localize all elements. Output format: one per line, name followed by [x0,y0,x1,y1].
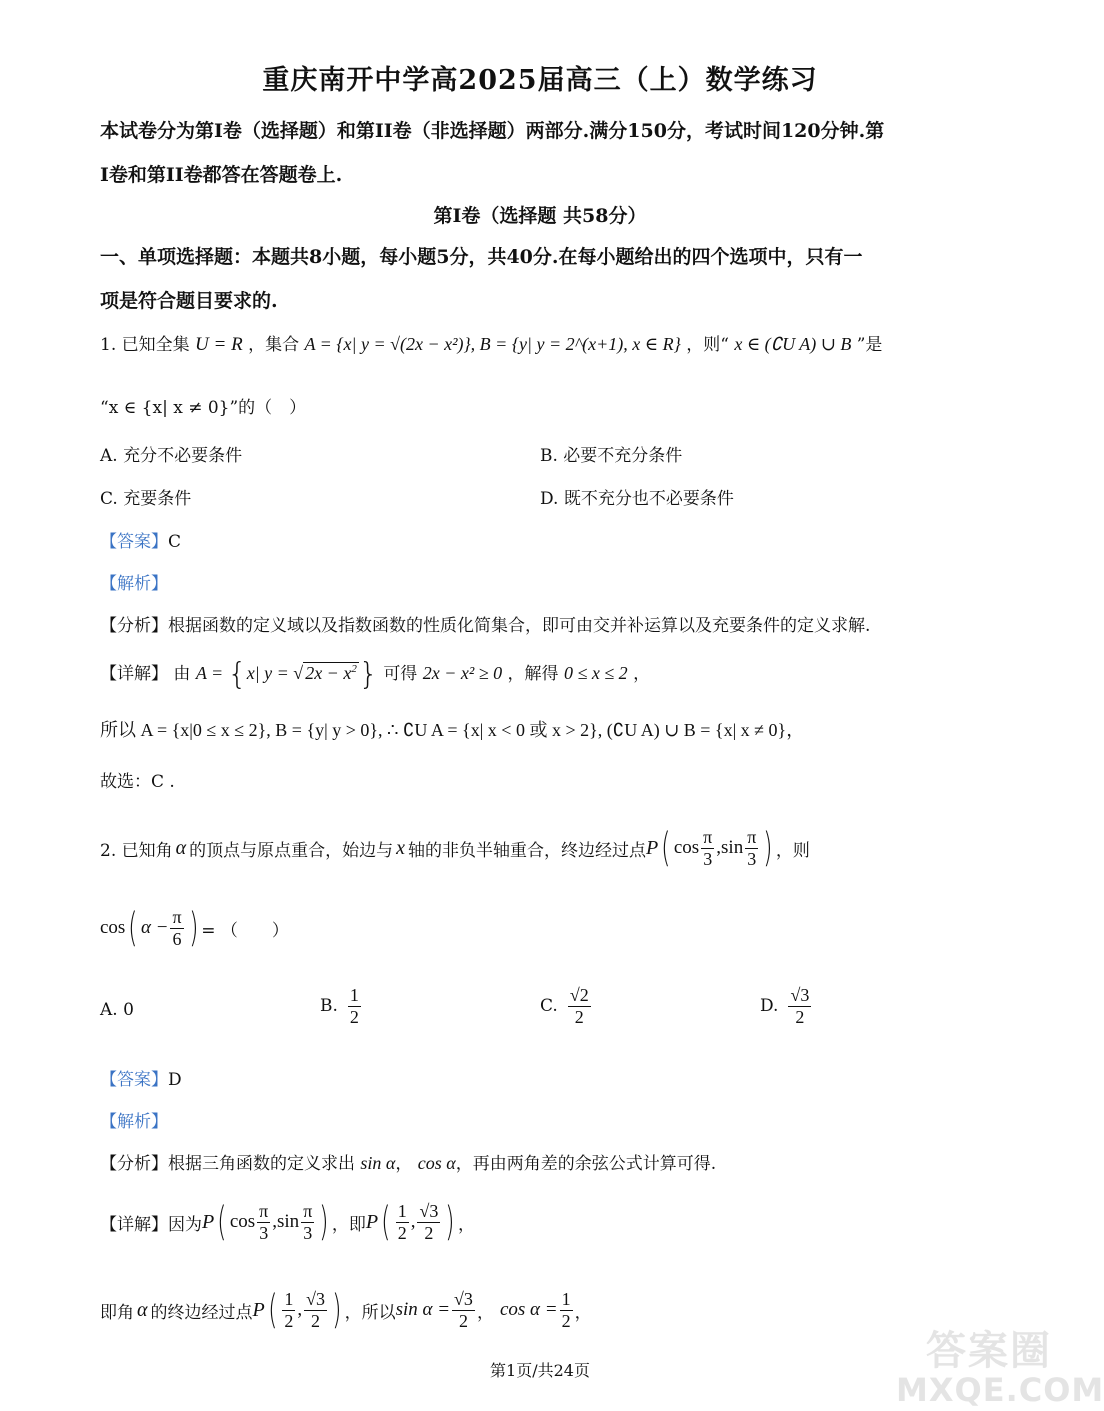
q2-detail-2c: ，所以 [344,1302,396,1323]
q1-fenxi [100,611,870,636]
q2-detail-2: 即角 α 的终边经过点 P ( $\frac{1}{2}$ , $\frac{√3}{2}$ ) ，所以 sin α = $\frac{√3}{2}$ ， cos α = $\frac{1}{2}$ ， [100,1287,592,1333]
q2-detail-1c: ， [457,1214,475,1235]
q2-fenxi-b: ，再由两角差的余弦公式计算可得. [455,1154,717,1174]
q2-detail2-half-den: 2 [284,1310,294,1331]
q1-is: ”是 [856,335,883,355]
q2-fenxi-comma: ， [395,1154,413,1174]
q2-option-c-label: C. [540,996,558,1017]
q2-detail-2b: 的终边经过点 [150,1302,253,1323]
q2-detail-half-den: 2 [397,1222,407,1243]
q2-pi-1: π [703,826,713,847]
q2-fenxi-cos: cos α [417,1153,456,1173]
q1-detail-1: 【详解】 由 A = {x| y = √ $2x - x^2$} 可得 2x − x² ≥ 0 ，解得 0 ≤ x ≤ 2 ， [100,657,651,692]
q1-option-c: C. 充要条件 [100,489,192,509]
q2-detail-p-1: P [202,1210,215,1233]
q2-detail-pi-2: π [303,1200,313,1221]
q2-detail-2a: 即角 [100,1302,134,1323]
q2-expression: cos ( α − $\frac{\pi}{6}$ ) = （ ） [100,905,289,951]
q2-detail-p-2: P [365,1210,379,1233]
q1-fenxi-label: 【分析】 [100,616,168,636]
q1-set-word: ，集合 [248,335,300,355]
q2-pi-3: π [172,906,182,927]
intro-line-1: 本试卷分为第I卷（选择题）和第II卷（非选择题）两部分.满分150分，考试时间120分钟.第 [100,120,885,142]
watermark-logo [896,1319,1104,1409]
q1-detail-1e: 0 ≤ x ≤ 2 [563,663,628,683]
q2-detail-cos: cos [229,1211,256,1232]
q2-option-c-den: 2 [574,1006,584,1027]
q2-stem-d: ，则 [775,840,810,861]
q1-set-definitions: A = {x| y = √(2x − x²)}, B = {y| y = 2^(x+1), x ∈ R} [304,334,681,354]
section1-line-2: 项是符合题目要求的. [100,290,278,312]
watermark-top-text: 答案圈 [926,1328,1052,1374]
q2-analysis-label: 【解析】 [100,1112,168,1132]
q2-point-p: P [646,836,659,859]
q1-prefix: 1. 已知全集 [100,335,190,355]
q2-detail-half-num: 1 [397,1200,407,1221]
q2-option-b-num: 1 [349,985,359,1005]
q2-three-2: 3 [747,848,757,869]
q2-cos: cos [673,837,700,858]
q1-condition: x ∈ (∁U A) ∪ B [734,334,852,354]
question-1-stem [100,330,882,356]
q1-detail-1b: 可得 [383,664,418,684]
q2-detail-pi-1: π [259,1200,269,1221]
q2-sin: sin [721,837,744,858]
q1-detail-2: 所以 A = {x|0 ≤ x ≤ 2}, B = {y| y > 0}, ∴ ∁U A = {x| x < 0 或 x > 2}, (∁U A) ∪ B = {x| x ≠ 0}， [100,720,805,740]
page-footer: 第1页/共24页 [490,1361,590,1380]
q2-option-a: A. 0 [100,1000,134,1020]
q2-alpha: α [175,836,187,859]
q2-detail-1a: 因为 [168,1214,202,1235]
q2-detail-sin: sin [277,1211,300,1232]
q2-option-d-num: √3 [790,985,810,1005]
q2-option-b [320,985,363,1027]
intro-line-2: I卷和第II卷都答在答题卷上. [100,164,343,186]
q2-expr-cos: cos [100,917,126,938]
q1-detail-1c: 2x − x² ≥ 0 [422,663,503,683]
q2-detail-2-end: ， [574,1302,592,1323]
q2-stem-c: 轴的非负半轴重合，终边经过点 [408,840,647,861]
q2-answer-label: 【答案】 [100,1070,168,1090]
q2-answer [100,1065,182,1090]
q2-sin-value-num: √3 [454,1288,473,1309]
q2-detail2-half-num: 1 [284,1288,294,1309]
q2-stem-b: 的顶点与原点重合，始边与 [189,840,394,861]
q2-option-b-den: 2 [349,1006,359,1027]
q1-fenxi-text: 根据函数的定义域以及指数函数的性质化简集合，即可由交并补运算以及充要条件的定义求解. [168,616,871,636]
q2-cos-alpha-eq: cos α = [499,1299,558,1320]
question-2-stem: 2. 已知角 α 的顶点与原点重合，始边与 x 轴的非负半轴重合，终边经过点 P ( cos $\frac{\pi}{3}$ , sin $\frac{\pi}{3}$ ) ，则 [100,825,810,871]
q2-detail-three-1: 3 [259,1222,269,1243]
q2-detail-label: 【详解】 [100,1214,168,1235]
page-title: 重庆南开中学高2025届高三（上）数学练习 [262,65,818,96]
q2-detail-sqrt3-den: 2 [424,1222,434,1243]
q1-detail-1d: ，解得 [507,664,559,684]
q2-option-c-num: √2 [569,985,589,1005]
q2-detail-comma: ， [476,1302,494,1323]
q1-analysis-label: 【解析】 [100,574,168,594]
q1-option-b: B. 必要不充分条件 [540,446,683,466]
q2-option-b-label: B. [320,996,338,1017]
q2-x: x [396,836,406,859]
q1-then: ，则“ [686,335,729,355]
q2-cos-value-num: 1 [561,1288,571,1309]
q1-answer [100,527,181,552]
part1-heading: 第I卷（选择题 共58分） [433,205,647,227]
q1-detail-3: 故选：C . [100,772,175,792]
q1-detail-1a: 由 [173,664,191,684]
q2-six: 6 [172,928,182,949]
q2-fenxi-label: 【分析】 [100,1154,168,1174]
q1-detail-label: 【详解】 [100,664,168,684]
watermark-bottom-text: MXQE.COM [896,1371,1104,1409]
q2-detail-1b: ，即 [331,1214,366,1235]
q2-option-d-label: D. [760,996,779,1017]
q1-option-d: D. 既不充分也不必要条件 [540,489,734,509]
q2-detail-p-3: P [252,1298,265,1321]
q2-pi-2: π [747,826,757,847]
section1-line-1: 一、单项选择题：本题共8小题，每小题5分，共40分.在每小题给出的四个选项中，只有一 [100,246,863,268]
q2-three-1: 3 [703,848,713,869]
q2-detail-1: 【详解】 因为 P ( cos $\frac{\pi}{3}$ , sin $\frac{\pi}{3}$ ) ，即 P ( $\frac{1}{2}$ , $\frac{√3}{2}$ ) ， [100,1199,475,1245]
q2-cos-value-den: 2 [561,1310,571,1331]
q2-option-d-den: 2 [795,1006,805,1027]
q2-stem-a: 2. 已知角 [100,840,173,861]
q2-option-c [540,985,593,1027]
q1-answer-label: 【答案】 [100,532,168,552]
q1-answer-value: C [168,532,182,552]
q2-detail-sqrt3-num: √3 [419,1200,439,1221]
q1-universal-set: U = R [195,334,243,355]
q1-option-a: A. 充分不必要条件 [100,446,243,466]
q2-sin-value-den: 2 [458,1310,468,1331]
q2-sin-alpha-eq: sin α = [395,1299,451,1320]
q2-fenxi-a: 根据三角函数的定义求出 [168,1154,355,1174]
q2-alpha-minus: α − [140,917,169,938]
q2-detail2-sqrt3-num: √3 [306,1288,325,1309]
q1-detail-1f: ， [633,664,651,684]
q1-condition-2: “x ∈ {x| x ≠ 0}”的（ ） [100,398,307,418]
q2-detail2-sqrt3-den: 2 [311,1310,321,1331]
q2-detail-three-2: 3 [303,1222,313,1243]
q2-option-d [760,985,813,1027]
q2-fenxi [100,1149,716,1174]
q2-fenxi-sin: sin α [360,1153,396,1173]
q2-answer-value: D [168,1070,182,1090]
q2-detail-alpha: α [137,1298,148,1321]
q2-equals-blank: = （ ） [201,920,289,941]
